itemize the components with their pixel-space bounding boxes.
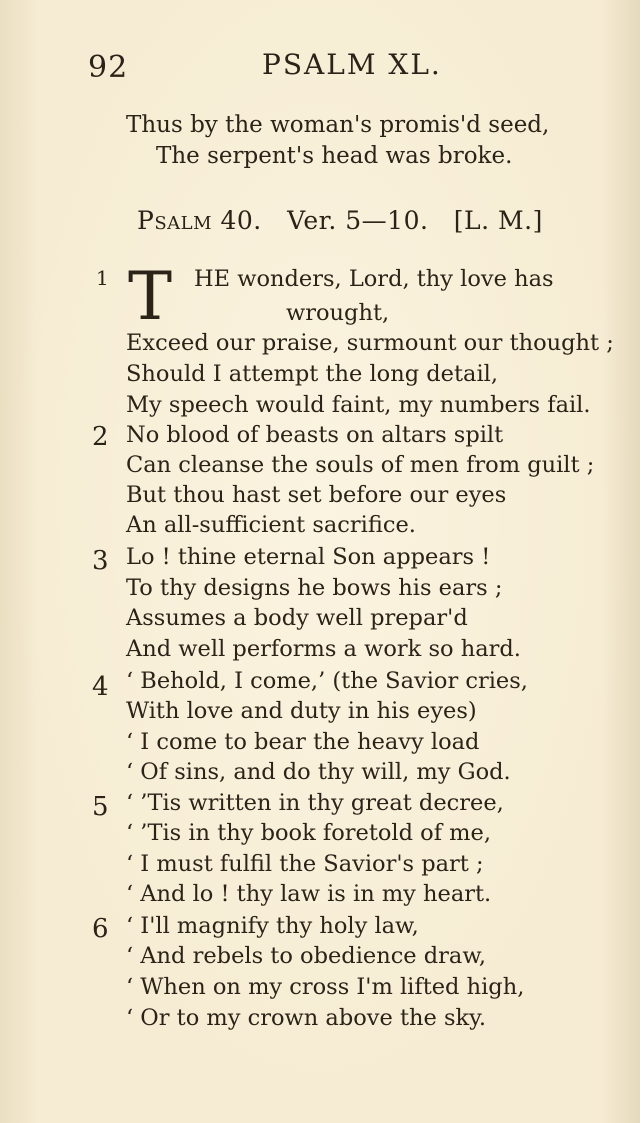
psalm-number: 40. (220, 206, 262, 235)
verse-line: ‘ ’Tis in thy book foretold of me, (126, 820, 491, 846)
stanza-number: 2 (92, 422, 109, 452)
closing-couplet (126, 110, 549, 172)
drop-cap: T (128, 258, 173, 335)
verse-line: ‘ ’Tis written in thy great decree, (126, 790, 504, 816)
verse-line: My speech would faint, my numbers fail. (126, 392, 591, 418)
verse-line: Assumes a body well prepar'd (126, 605, 468, 631)
stanza-number: 1 (96, 266, 109, 290)
verse-line: ‘ And lo ! thy law is in my heart. (126, 881, 492, 907)
verse-line: ‘ Behold, I come,’ (the Savior cries, (126, 668, 528, 694)
verse-line: ‘ Or to my crown above the sky. (126, 1005, 486, 1031)
verse-line-continuation: wrought, (286, 300, 390, 326)
verse-line: Lo ! thine eternal Son appears ! (126, 544, 491, 570)
verse-line: ‘ When on my cross I'm lifted high, (126, 974, 525, 1000)
verse-line: Should I attempt the long detail, (126, 361, 498, 387)
psalm-heading (137, 206, 543, 235)
psalm-label: Psalm (137, 206, 213, 235)
verse-line: ‘ I'll magnify thy holy law, (126, 913, 419, 939)
stanza-number: 6 (92, 914, 109, 944)
stanza-number: 5 (92, 792, 109, 822)
verse-line: To thy designs he bows his ears ; (126, 575, 503, 601)
verse-line: ‘ And rebels to obedience draw, (126, 943, 487, 969)
couplet-line-1: Thus by the woman's promis'd seed, (126, 112, 550, 138)
verse-line: HE wonders, Lord, thy love has (194, 266, 554, 292)
meter-label: [L. M.] (453, 206, 543, 235)
page-number: 92 (88, 50, 129, 85)
running-head: PSALM XL. (262, 48, 442, 81)
verse-line: Exceed our praise, surmount our thought ; (126, 330, 614, 356)
verse-line: With love and duty in his eyes) (126, 698, 477, 724)
verse-line: But thou hast set before our eyes (126, 482, 507, 508)
couplet-line-2: The serpent's head was broke. (156, 143, 513, 169)
page-header (0, 48, 640, 88)
stanza-number: 3 (92, 546, 109, 576)
verse-line: ‘ I come to bear the heavy load (126, 729, 480, 755)
verse-line: ‘ I must fulfil the Savior's part ; (126, 851, 484, 877)
verse-line: No blood of beasts on altars spilt (126, 422, 504, 448)
verse-line: An all-sufficient sacrifice. (126, 512, 416, 538)
stanza-number: 4 (92, 672, 109, 702)
verse-range: Ver. 5—10. (287, 206, 429, 235)
verse-line: And well performs a work so hard. (126, 636, 521, 662)
verse-line: Can cleanse the souls of men from guilt ; (126, 452, 595, 478)
verse-line: ‘ Of sins, and do thy will, my God. (126, 759, 511, 785)
